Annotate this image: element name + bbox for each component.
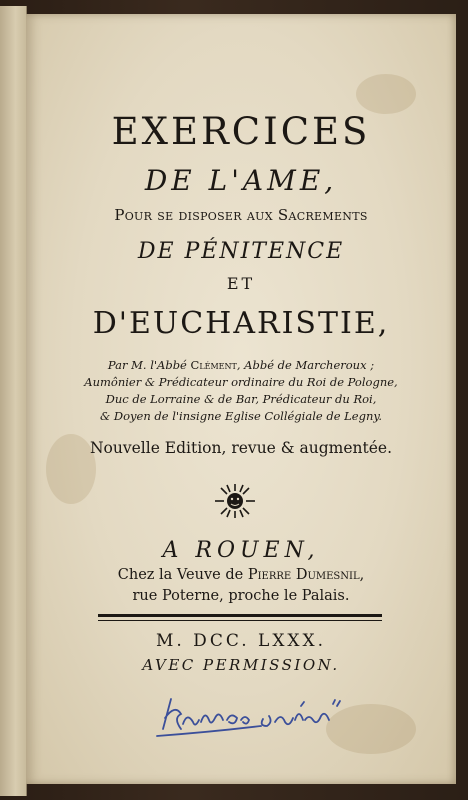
author-line-1: Par M. l'Abbé Clément, Abbé de Marcheroux ; (107, 358, 375, 372)
author-line-4: & Doyen de l'insigne Eglise Collégiale de Legny. (99, 409, 382, 423)
title-line-5: ET (226, 274, 256, 293)
title-line-1: EXERCICES (111, 110, 371, 153)
author-line-2: Aumônier & Prédicateur ordinaire du Roi de Pologne, (84, 375, 398, 389)
left-page-edge (0, 6, 27, 796)
divider-thick (98, 614, 382, 617)
permission-note: AVEC PERMISSION. (142, 656, 340, 674)
imprint-line-2: rue Poterne, proche le Palais. (132, 588, 350, 604)
author-line-3: Duc de Lorraine & de Bar, Prédicateur du Roi, (105, 392, 377, 406)
imprint-line-1: Chez la Veuve de Pierre Dumesnil, (117, 567, 365, 583)
sun-ornament-icon (212, 482, 258, 520)
title-line-3: Pour se disposer aux Sacrements (114, 206, 368, 224)
title-line-6: D'EUCHARISTIE, (92, 306, 390, 341)
title-page (26, 14, 456, 784)
handwritten-signature (151, 674, 351, 749)
divider-thin (98, 620, 382, 621)
publication-date: M. DCC. LXXX. (155, 631, 327, 651)
edition-note: Nouvelle Edition, revue & augmentée. (89, 439, 392, 457)
title-line-4: DE PÉNITENCE (137, 239, 345, 264)
imprint-city: A ROUEN, (162, 538, 320, 563)
title-line-2: DE L'AME, (144, 164, 338, 197)
